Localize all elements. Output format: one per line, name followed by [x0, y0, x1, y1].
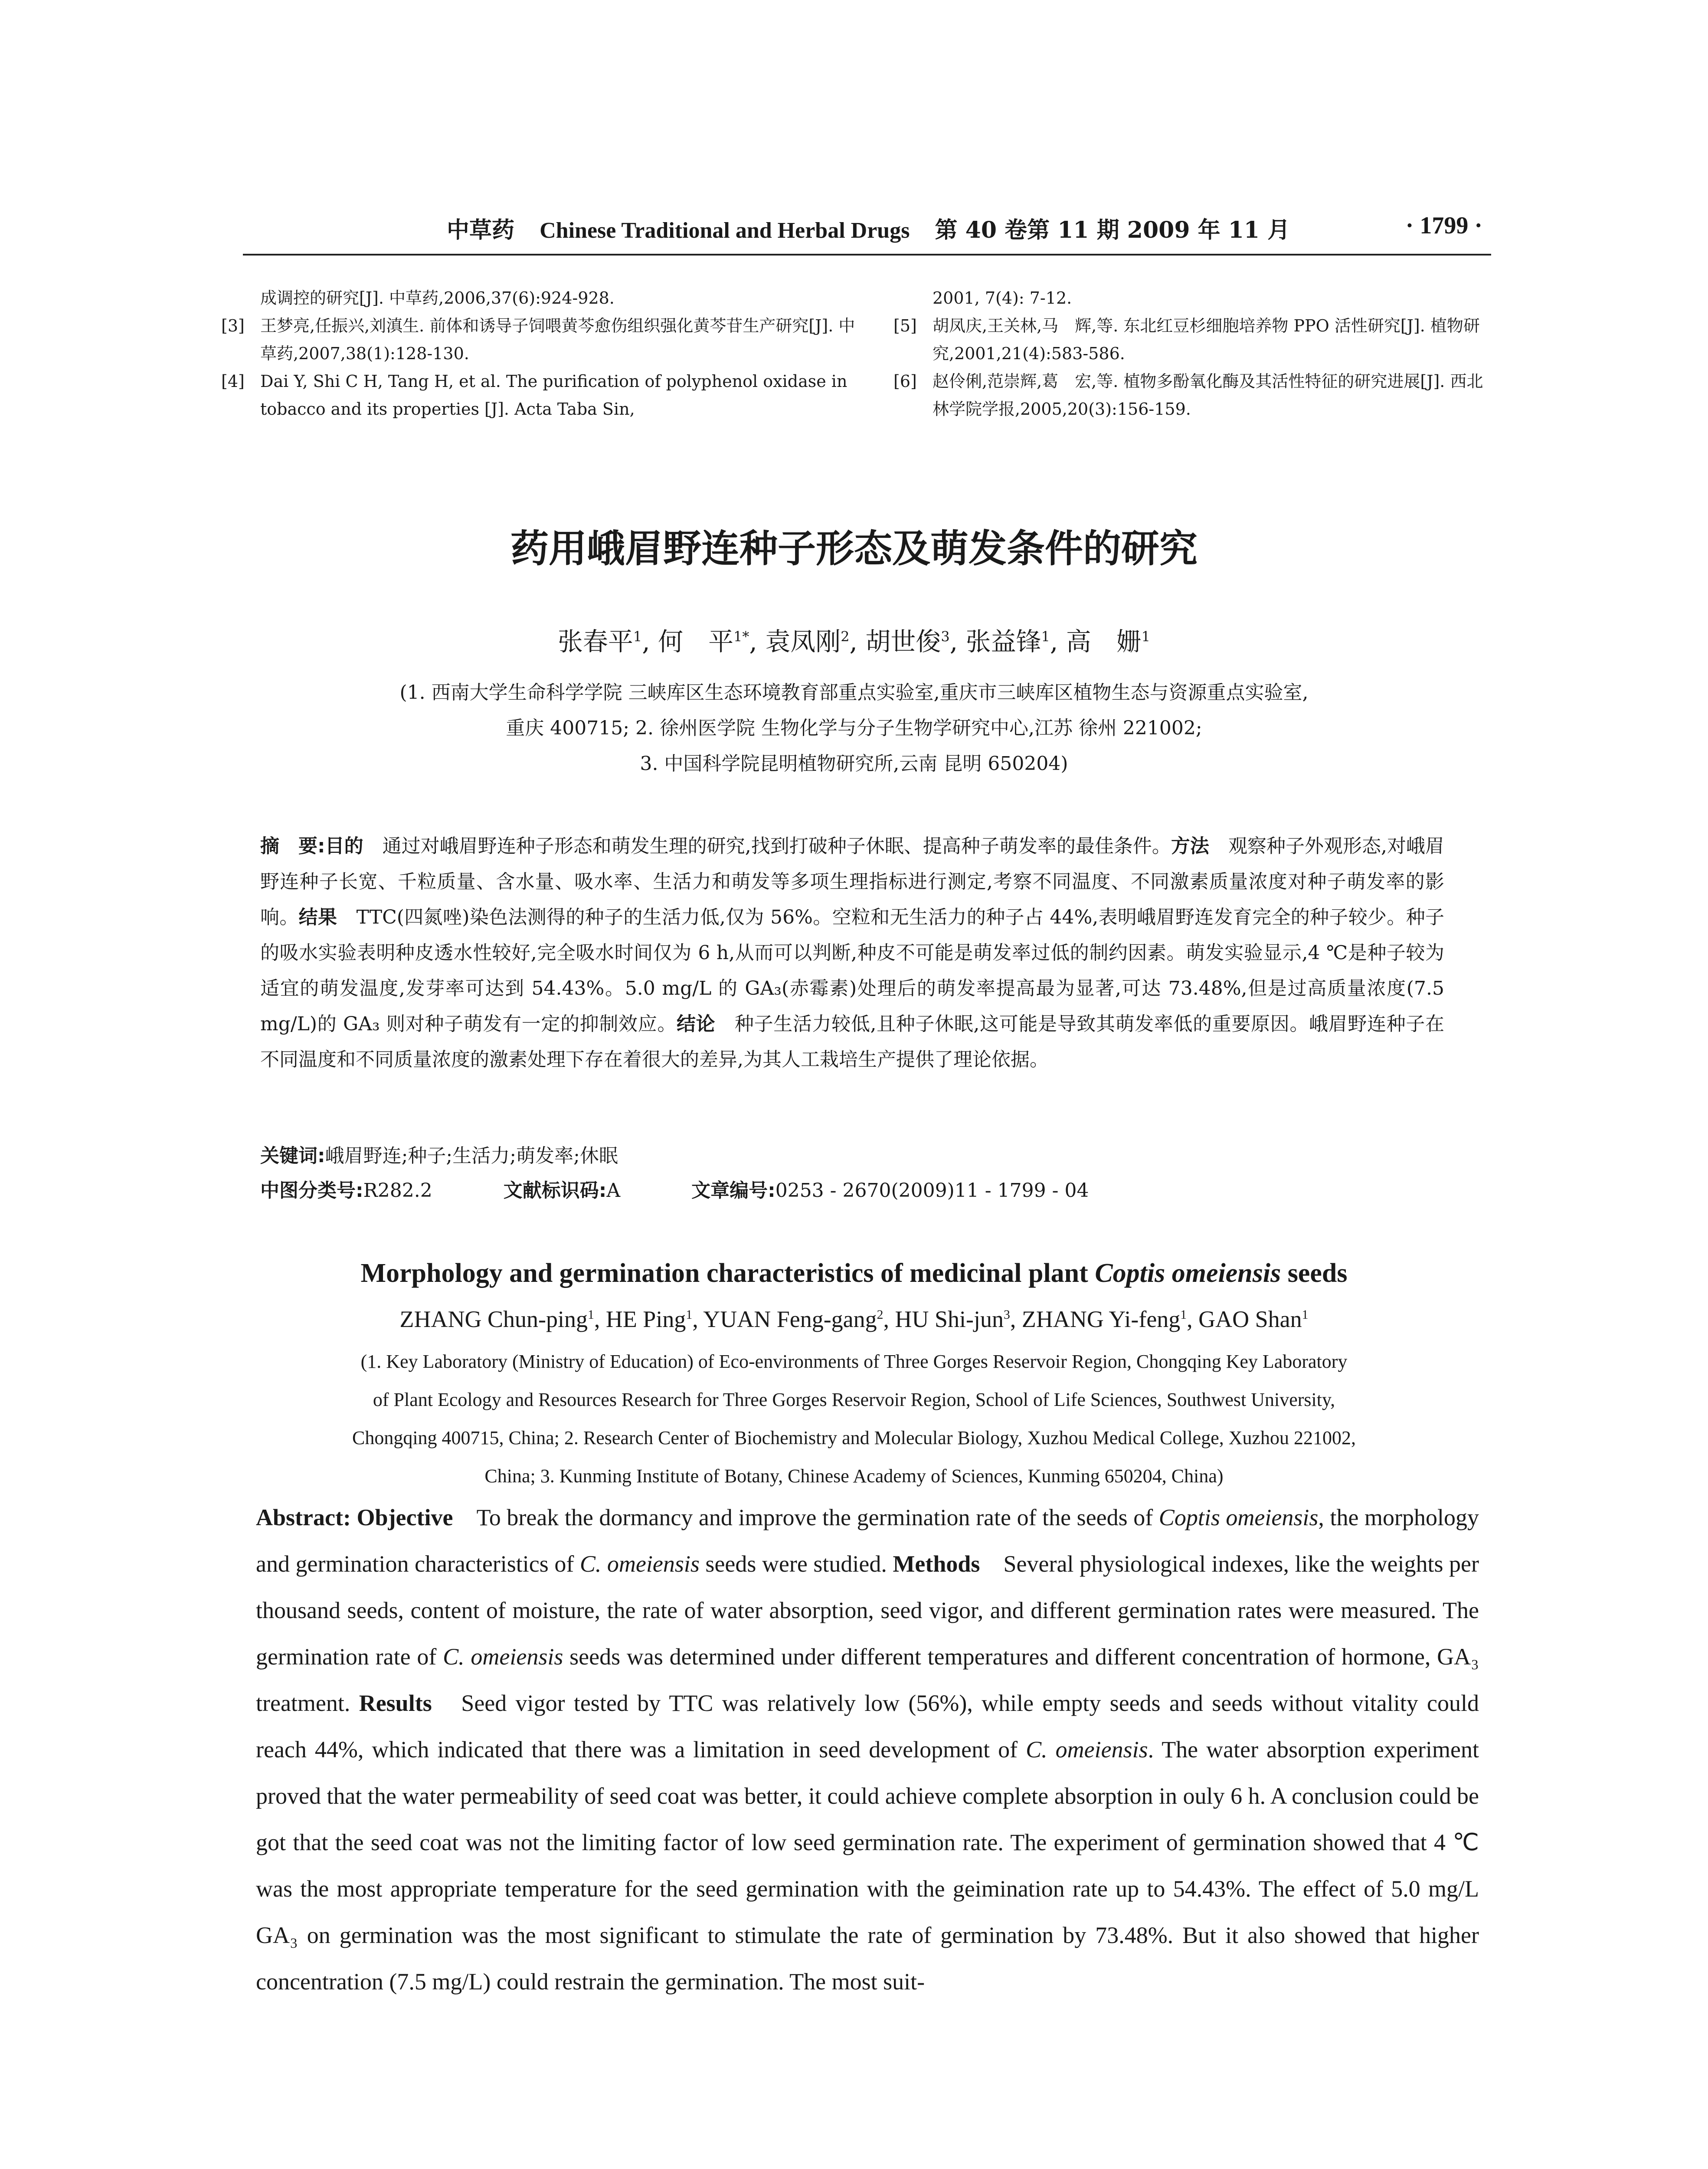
classification-line: 中图分类号:R282.2 文献标识码:A 文章编号:0253 - 2670(2009)11 - 1799 - 04: [260, 1180, 1089, 1202]
reference-item: [6] 赵伶俐,范崇辉,葛 宏,等. 植物多酚氧化酶及其活性特征的研究进展[J]. 西北林学院学报,2005,20(3):156-159.: [893, 372, 1483, 419]
reference-item: [4] Dai Y, Shi C H, Tang H, et al. The purification of polyphenol oxidase in tobacco and its properties [J]. Acta Taba Sin,: [221, 372, 847, 419]
author-name: HU Shi-jun: [895, 1306, 1004, 1332]
abstract-label: Abstract:: [256, 1504, 351, 1530]
journal-name-en: Chinese Traditional and Herbal Drugs: [540, 218, 910, 243]
abstract-label: 摘 要:: [260, 835, 325, 857]
conclusion-label: 结论: [677, 1013, 716, 1035]
keywords-cn: 关键词:峨眉野连;种子;生活力;萌发率;休眠: [260, 1145, 618, 1167]
author-name: ZHANG Chun-ping: [399, 1306, 588, 1332]
objective-label: Objective: [357, 1504, 453, 1530]
reference-item: 成调控的研究[J]. 中草药,2006,37(6):924-928.: [260, 288, 615, 308]
methods-label: Methods: [893, 1551, 980, 1577]
author-list-en: ZHANG Chun-ping$^1$, HE Ping$^1$, YUAN Feng-gang$^2$, HU Shi-jun$^3$, ZHANG Yi-feng$^1$, GAO Shan$^1$: [399, 1306, 1309, 1332]
abstract-cn: 摘 要:目的 通过对峨眉野连种子形态和萌发生理的研究,找到打破种子休眠、提高种子萌发率的最佳条件。方法 观察种子外观形态,对峨眉野连种子长宽、千粒质量、含水量、吸水率、生活力和萌发等多项生理指标进行测定,考察不同温度、不同激素质量浓度对种子萌发率的影响。结果 TTC(四氮唑)染色法测得的种子的生活力低,仅为 56%。空粒和无生活力的种子占 44%,表明峨眉野连发育完全的种子较少。种子的吸水实验表明种皮透水性较好,完全吸水时间仅为 6 h,从而可以判断,种皮不可能是萌发率过低的制约因素。萌发实验显示,4 ℃是种子较为适宜的萌发温度,发芽率可达到 54.43%。5.0 mg/L 的 GA₃(赤霉素)处理后的萌发率提高最为显著,可达 73.48%,但是过高质量浓度(7.5 mg/L)的 GA₃ 则对种子萌发有一定的抑制效应。结论 种子生活力较低,且种子休眠,这可能是导致其萌发率低的重要原因。峨眉野连种子在不同温度和不同质量浓度的激素处理下存在着很大的差异,为其人工栽培生产提供了理论依据。: [260, 835, 1445, 1071]
paper-title-en: Morphology and germination characteristics of medicinal plant Coptis omeiensis seeds: [360, 1258, 1348, 1288]
author-name: 张春平: [557, 627, 633, 656]
paper-title-cn: 药用峨眉野连种子形态及萌发条件的研究: [510, 526, 1198, 571]
author-name: HE Ping: [605, 1306, 686, 1332]
affiliation-line: (1. Key Laboratory (Ministry of Education) of Eco-environments of Three Gorges Reservoir Region, Chongqing Key Laboratory: [360, 1351, 1348, 1372]
page-number: · 1799 ·: [1405, 212, 1482, 239]
results-label: Results: [359, 1690, 432, 1716]
objective-label: 目的: [325, 835, 363, 857]
references-left-column: [221, 284, 859, 423]
author-name: 胡世俊: [865, 627, 941, 656]
reference-item: [5] 胡凤庆,王关林,马 辉,等. 东北红豆杉细胞培养物 PPO 活性研究[J]. 植物研究,2001,21(4):583-586.: [893, 316, 1480, 363]
methods-label: 方法: [1171, 835, 1209, 857]
author-list-cn: 张春平$^1$, 何 平$^{1*}$, 袁凤刚$^2$, 胡世俊$^3$, 张益锋$^1$, 高 姗$^1$: [557, 627, 1151, 656]
issue-info: 第 40 卷第 11 期 2009 年 11 月: [935, 217, 1290, 243]
affiliations-cn: [0, 675, 1708, 782]
author-name: 张益锋: [965, 627, 1041, 656]
affiliation-line: China; 3. Kunming Institute of Botany, Chinese Academy of Sciences, Kunming 650204, China): [484, 1465, 1224, 1487]
results-label: 结果: [298, 906, 337, 928]
header-rule: [243, 254, 1491, 256]
running-header: [447, 212, 1290, 244]
abstract-en: Abstract: Objective To break the dormancy and improve the germination rate of the seeds of Coptis omeiensis, the morphology and germination characteristics of C. omeiensis seeds were studied. Methods Several physiological indexes, like the weights per thousand seeds, content of moisture, the rate of water absorption, seed vigor, and different germination rates were measured. The germination rate of C. omeiensis seeds was determined under different temperatures and different concentration of hormone, GA₃ treatment. Results Seed vigor tested by TTC was relatively low (56%), while empty seeds and seeds without vitality could reach 44%, which indicated that there was a limitation in seed development of C. omeiensis. The water absorption experiment proved that the water permeability of seed coat was better, it could achieve complete absorption in ouly 6 h. A conclusion could be got that the seed coat was not the limiting factor of low seed germination rate. The experiment of germination showed that 4 ℃ was the most appropriate temperature for the seed germination with the geimination rate up to 54.43%. The effect of 5.0 mg/L GA₃ on germination was the most significant to stimulate the rate of germination by 73.48%. But it also showed that higher concentration (7.5 mg/L) could restrain the germination. The most suit-: [256, 1504, 1479, 1995]
affiliation-line: (1. 西南大学生命科学学院 三峡库区生态环境教育部重点实验室,重庆市三峡库区植物生态与资源重点实验室,: [399, 681, 1309, 704]
author-name: 何 平: [658, 627, 734, 656]
reference-item: [3] 王梦亮,任振兴,刘滇生. 前体和诱导子饲喂黄芩愈伤组织强化黄芩苷生产研究[J]. 中草药,2007,38(1):128-130.: [221, 316, 855, 363]
affiliation-line: Chongqing 400715, China; 2. Research Center of Biochemistry and Molecular Biology, Xuzhou Medical College, Xuzhou 221002,: [352, 1427, 1356, 1448]
author-name: YUAN Feng-gang: [703, 1306, 877, 1332]
reference-item: 2001, 7(4): 7-12.: [933, 288, 1072, 308]
author-name: ZHANG Yi-feng: [1021, 1306, 1181, 1332]
affiliations-en: [0, 1343, 1708, 1495]
author-name: 袁凤刚: [765, 627, 841, 656]
references-right-column: [893, 284, 1496, 423]
author-name: 高 姗: [1066, 627, 1142, 656]
author-name: GAO Shan: [1198, 1306, 1302, 1332]
affiliation-line: 重庆 400715; 2. 徐州医学院 生物化学与分子生物学研究中心,江苏 徐州 221002;: [506, 717, 1202, 739]
affiliation-line: of Plant Ecology and Resources Research for Three Gorges Reservoir Region, School of Life Sciences, Southwest University,: [373, 1389, 1335, 1410]
journal-name-cn: 中草药: [447, 217, 515, 243]
affiliation-line: 3. 中国科学院昆明植物研究所,云南 昆明 650204): [640, 753, 1068, 775]
